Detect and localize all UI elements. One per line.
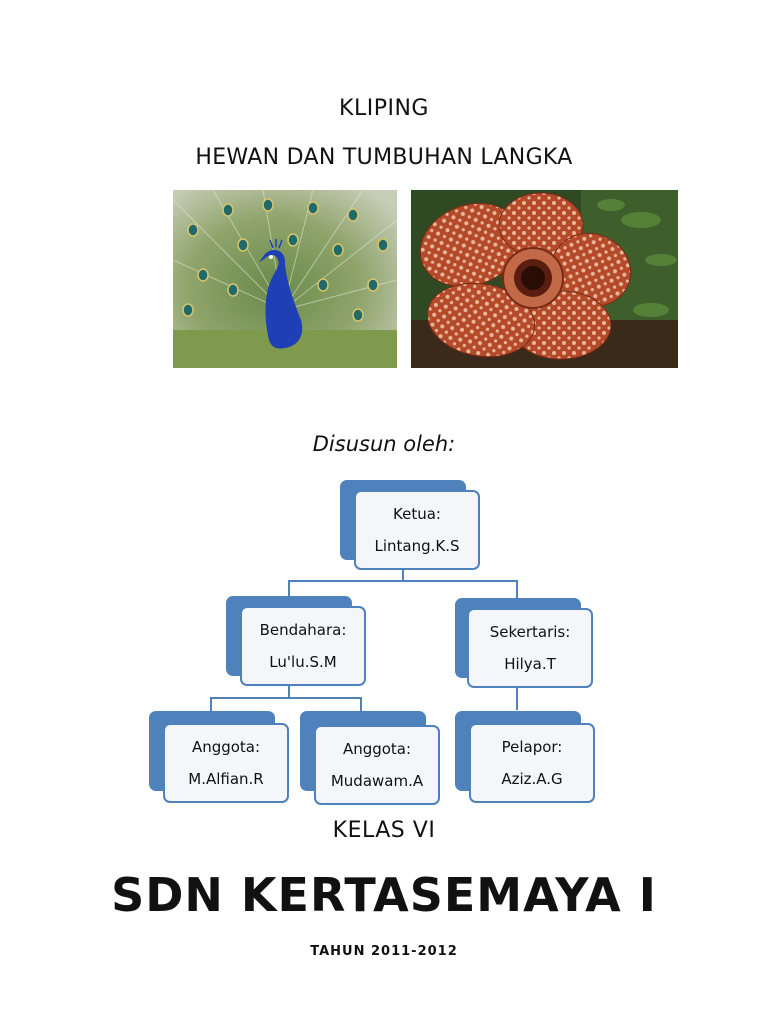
ketua-role: Ketua: [393, 505, 441, 523]
sekertaris-role: Sekertaris: [489, 623, 571, 641]
connector-line [210, 697, 212, 711]
connector-line [516, 686, 518, 710]
connector-line [288, 580, 518, 582]
school-year: TAHUN 2011-2012 [310, 944, 458, 959]
anggota1-name: M.Alfian.R [188, 770, 264, 788]
bendahara-role: Bendahara: [259, 621, 347, 639]
bendahara-name: Lu'lu.S.M [269, 653, 337, 671]
sekertaris-name: Hilya.T [504, 655, 556, 673]
rafflesia-photo [411, 190, 678, 368]
connector-line [288, 580, 290, 596]
title-kliping: KLIPING [339, 96, 429, 121]
compiled-by-label: Disusun oleh: [312, 432, 456, 456]
connector-line [516, 580, 518, 598]
school-name: SDN KERTASEMAYA I [111, 868, 657, 922]
pelapor-name: Aziz.A.G [501, 770, 563, 788]
connector-line [210, 697, 362, 699]
connector-line [360, 697, 362, 711]
ketua-name: Lintang.K.S [374, 537, 460, 555]
anggota2-role: Anggota: [342, 740, 412, 758]
anggota1-role: Anggota: [191, 738, 261, 756]
peacock-photo [173, 190, 397, 368]
pelapor-role: Pelapor: [501, 738, 563, 756]
title-subject: HEWAN DAN TUMBUHAN LANGKA [195, 145, 573, 170]
class-label: KELAS VI [332, 818, 436, 843]
anggota2-name: Mudawam.A [330, 772, 424, 790]
